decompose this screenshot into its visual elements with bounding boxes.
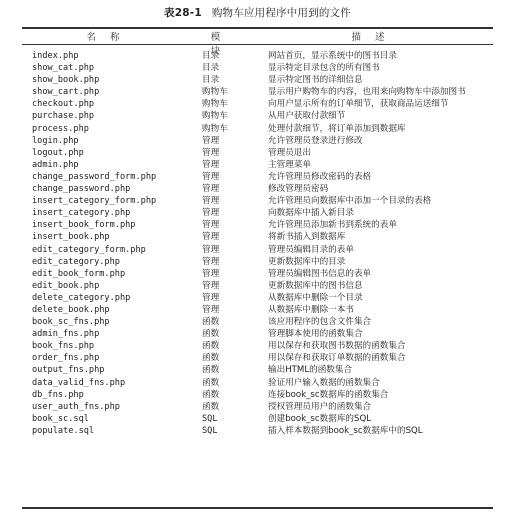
file-name: admin_fns.php — [32, 329, 100, 340]
module-name: 管理 — [202, 159, 220, 170]
module-name: 函数 — [202, 389, 220, 400]
file-name: index.php — [32, 51, 79, 61]
module-name: 管理 — [202, 292, 220, 303]
table-row — [0, 377, 515, 389]
file-name: insert_category.php — [32, 208, 131, 219]
file-name: edit_category_form.php — [32, 244, 146, 255]
table-row — [0, 171, 515, 183]
table-row — [0, 413, 515, 425]
file-description: 处理付款细节，将订单添加到数据库 — [268, 123, 406, 134]
file-description: 允许管理员登录进行修改 — [268, 135, 363, 146]
file-name: show_book.php — [32, 75, 100, 86]
file-description: 从数据库中删除一本书 — [268, 304, 354, 315]
file-name: checkout.php — [32, 99, 95, 110]
table-row — [0, 328, 515, 340]
table-row — [0, 231, 515, 243]
module-name: 管理 — [202, 135, 220, 146]
module-name: 管理 — [202, 280, 220, 291]
module-name: 函数 — [202, 401, 220, 412]
file-description: 该应用程序的包含文件集合 — [268, 317, 372, 328]
file-name: edit_book.php — [32, 280, 100, 291]
table-number: 表28-1 — [164, 7, 202, 19]
table-caption — [0, 5, 515, 20]
file-name: show_cart.php — [32, 87, 100, 98]
file-description: 将新书插入到数据库 — [268, 232, 346, 243]
table-row — [0, 256, 515, 268]
table-row — [0, 364, 515, 376]
module-name: 管理 — [202, 244, 220, 255]
module-name: 函数 — [202, 353, 220, 364]
file-name: delete_category.php — [32, 292, 131, 303]
module-name: 管理 — [202, 256, 220, 267]
file-name: db_fns.php — [32, 389, 84, 400]
file-name: order_fns.php — [32, 353, 100, 364]
module-name: 购物车 — [202, 123, 228, 134]
module-name: 购物车 — [202, 99, 228, 110]
file-description: 用以保存和获取图书数据的函数集合 — [268, 341, 406, 352]
file-description: 从用户获取付款细节 — [268, 111, 346, 122]
module-name: 购物车 — [202, 111, 228, 122]
file-name: edit_category.php — [32, 256, 120, 267]
file-description: 从数据库中删除一个目录 — [268, 292, 363, 303]
module-name: 管理 — [202, 304, 220, 315]
module-name: 管理 — [202, 184, 220, 195]
module-name: 函数 — [202, 377, 220, 388]
file-description: 管理员编辑目录的表单 — [268, 244, 354, 255]
file-name: data_valid_fns.php — [32, 377, 126, 388]
file-name: admin.php — [32, 159, 79, 170]
table-row — [0, 292, 515, 304]
header-module: 模块 — [210, 32, 235, 57]
header-description: 描述 — [351, 32, 399, 43]
file-description: 允许管理员添加新书到系统的表单 — [268, 220, 397, 231]
file-description: 用以保存和获取订单数据的函数集合 — [268, 353, 406, 364]
table-row — [0, 244, 515, 256]
file-name: book_fns.php — [32, 341, 95, 352]
table-row — [0, 219, 515, 231]
table-row — [0, 304, 515, 316]
file-name: book_sc_fns.php — [32, 317, 110, 328]
file-name: show_cat.php — [32, 63, 95, 74]
file-name: process.php — [32, 123, 89, 134]
module-name: 管理 — [202, 171, 220, 182]
module-name: 管理 — [202, 147, 220, 158]
file-description: 显示特定目录包含的所有图书 — [268, 63, 380, 74]
table-row — [0, 425, 515, 437]
table-title: 购物车应用程序中用到的文件 — [211, 7, 351, 19]
file-description: 主管理菜单 — [268, 159, 311, 170]
file-name: book_sc.sql — [32, 413, 89, 424]
table-row — [0, 86, 515, 98]
file-name: logout.php — [32, 147, 84, 158]
file-description: 显示特定图书的详细信息 — [268, 75, 363, 86]
file-name: insert_category_form.php — [32, 196, 157, 207]
table-row — [0, 401, 515, 413]
module-name: 管理 — [202, 220, 220, 231]
module-name: SQL — [202, 413, 218, 424]
file-description: 插入样本数据到book_sc数据库中的SQL — [268, 425, 423, 436]
file-name: output_fns.php — [32, 365, 105, 376]
file-description: 更新数据库中的图书信息 — [268, 280, 363, 291]
table-row — [0, 62, 515, 74]
table-row — [0, 135, 515, 147]
module-name: 函数 — [202, 341, 220, 352]
table-row — [0, 340, 515, 352]
module-name: 目录 — [202, 63, 220, 74]
file-description: 允许管理员向数据库中添加一个目录的表格 — [268, 196, 432, 207]
table-row — [0, 280, 515, 292]
header-rule — [22, 44, 493, 45]
module-name: 函数 — [202, 329, 220, 340]
file-name: insert_book_form.php — [32, 220, 136, 231]
table-row — [0, 147, 515, 159]
file-name: user_auth_fns.php — [32, 401, 120, 412]
module-name: SQL — [202, 425, 218, 436]
table-row — [0, 268, 515, 280]
file-name: purchase.php — [32, 111, 95, 122]
file-description: 连接book_sc数据库的函数集合 — [268, 389, 389, 400]
file-name: edit_book_form.php — [32, 268, 126, 279]
module-name: 目录 — [202, 51, 220, 61]
header-name: 名称 — [86, 32, 134, 43]
file-description: 管理脚本使用的函数集合 — [268, 329, 363, 340]
module-name: 管理 — [202, 268, 220, 279]
file-description: 输出HTML的函数集合 — [268, 365, 353, 376]
table-row — [0, 183, 515, 195]
file-name: change_password_form.php — [32, 171, 157, 182]
table-row — [0, 159, 515, 171]
module-name: 管理 — [202, 208, 220, 219]
module-name: 管理 — [202, 196, 220, 207]
file-description: 更新数据库中的目录 — [268, 256, 346, 267]
table-row — [0, 352, 515, 364]
file-name: login.php — [32, 135, 79, 146]
table-row — [0, 98, 515, 110]
bottom-rule — [22, 507, 493, 509]
file-description: 网站首页，显示系统中的图书目录 — [268, 51, 397, 61]
file-name: change_password.php — [32, 184, 131, 195]
file-description: 显示用户购物车的内容，也用来向购物车中添加图书 — [268, 87, 466, 98]
table-row — [0, 50, 515, 62]
table-row — [0, 110, 515, 122]
file-description: 授权管理员用户的函数集合 — [268, 401, 372, 412]
table-row — [0, 123, 515, 135]
file-description: 验证用户输入数据的函数集合 — [268, 377, 380, 388]
table-row — [0, 316, 515, 328]
table-row — [0, 207, 515, 219]
table-body — [0, 50, 515, 437]
module-name: 购物车 — [202, 87, 228, 98]
module-name: 函数 — [202, 317, 220, 328]
file-name: populate.sql — [32, 425, 95, 436]
file-name: insert_book.php — [32, 232, 110, 243]
file-description: 向用户显示所有的订单细节，获取商品运送细节 — [268, 99, 449, 110]
module-name: 函数 — [202, 365, 220, 376]
table-row — [0, 74, 515, 86]
file-description: 创建book_sc数据库的SQL — [268, 413, 372, 424]
file-name: delete_book.php — [32, 304, 110, 315]
file-description: 允许管理员修改密码的表格 — [268, 171, 372, 182]
module-name: 管理 — [202, 232, 220, 243]
table-row — [0, 389, 515, 401]
file-description: 修改管理员密码 — [268, 184, 329, 195]
module-name: 目录 — [202, 75, 220, 86]
file-description: 管理员退出 — [268, 147, 311, 158]
file-description: 管理员编辑图书信息的表单 — [268, 268, 372, 279]
file-description: 向数据库中插入新目录 — [268, 208, 354, 219]
table-row — [0, 195, 515, 207]
